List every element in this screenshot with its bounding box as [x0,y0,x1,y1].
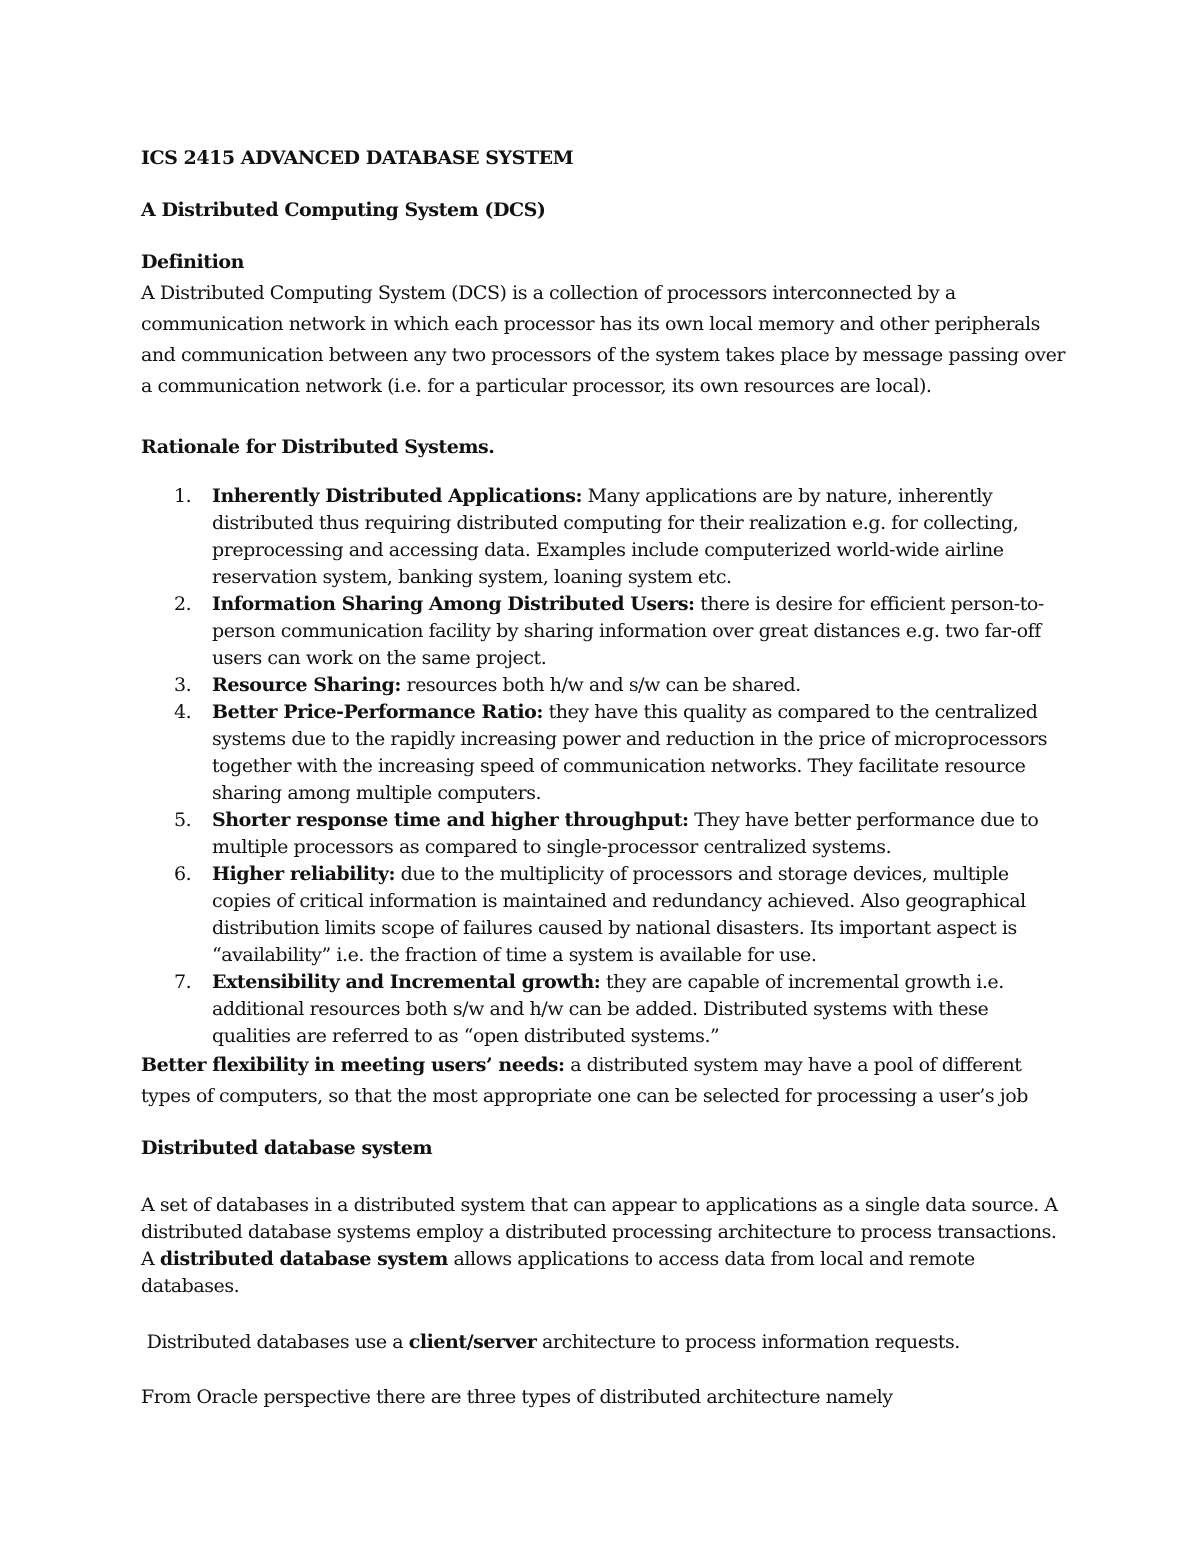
cs-text-after: architecture to process information requests. [536,1331,960,1353]
ddb-text-a: A set of databases in a distributed system that can appear to applications as a single data source. A distributed database systems employ a distributed processing architecture to process transactions. A [141,1194,1058,1270]
list-item-text: Many applications are by nature, inherently distributed thus requiring distributed computing for their realization e.g. for collecting, preprocessing and accessing data. Examples include computerized world-wide airline reservation system, banking system, loaning system etc. [212,485,1019,588]
list-item [141,483,1066,591]
cs-text-bold: client/server [408,1331,537,1353]
ddb-text-b: allows applications to access data from local and remote databases. [141,1248,975,1297]
list-item [141,672,1066,699]
list-item-term: Resource Sharing: [212,674,401,696]
list-item-term: Shorter response time and higher throughput: [212,809,689,831]
list-item-term: Higher reliability: [212,863,396,885]
list-item-number: 6. [174,863,192,885]
section-title: A Distributed Computing System (DCS) [141,199,546,221]
list-item-term: Better Price-Performance Ratio: [212,701,543,723]
list-item-text: They have better performance due to multiple processors as compared to single-processor centralized systems. [212,809,1039,858]
list-item-number: 7. [174,971,192,993]
course-title: ICS 2415 ADVANCED DATABASE SYSTEM [141,147,574,169]
list-item-number: 3. [174,674,192,696]
flexibility-paragraph [141,1050,1066,1112]
rationale-list [141,483,1066,1050]
list-item [141,861,1066,969]
list-item-term: Information Sharing Among Distributed Users: [212,593,695,615]
list-item-text: due to the multiplicity of processors and storage devices, multiple copies of critical information is maintained and redundancy achieved. Also geographical distribution limits scope of failures caused by national disasters. Its important aspect is “availability” i.e. the fraction of time a system is available for use. [212,863,1026,966]
definition-heading: Definition [141,251,244,273]
client-server-paragraph [141,1327,1066,1358]
list-item-text: they have this quality as compared to the centralized systems due to the rapidly increasing power and reduction in the price of microprocessors together with the increasing speed of communication networks. They facilitate resource sharing among multiple computers. [212,701,1048,804]
ddb-paragraph [141,1192,1066,1300]
list-item-number: 4. [174,701,192,723]
list-item-text: they are capable of incremental growth i.e. additional resources both s/w and h/w can be added. Distributed systems with these qualities are referred to as “open distributed systems.” [212,971,1004,1047]
ddb-text-bold: distributed database system [159,1248,448,1270]
list-item-term: Inherently Distributed Applications: [212,485,583,507]
document-content [141,143,1066,1413]
flexibility-text: a distributed system may have a pool of different types of computers, so that the most appropriate one can be selected for processing a user’s job [141,1054,1028,1107]
list-item [141,591,1066,672]
cs-text-before: Distributed databases use a [141,1331,409,1353]
list-item-term: Extensibility and Incremental growth: [212,971,601,993]
list-item-text: there is desire for efficient person-to-person communication facility by sharing information over great distances e.g. two far-off users can work on the same project. [212,593,1044,669]
oracle-paragraph: From Oracle perspective there are three types of distributed architecture namely [141,1386,893,1408]
list-item [141,699,1066,807]
list-item-number: 5. [174,809,192,831]
list-item [141,807,1066,861]
list-item [141,969,1066,1050]
definition-paragraph: A Distributed Computing System (DCS) is a collection of processors interconnected by a communication network in which each processor has its own local memory and other peripherals and communication between any two processors of the system takes place by message passing over a communication network (i.e. for a particular processor, its own resources are local). [141,282,1066,397]
ddb-heading: Distributed database system [141,1137,433,1159]
rationale-heading: Rationale for Distributed Systems. [141,436,495,458]
list-item-number: 2. [174,593,192,615]
list-item-text: resources both h/w and s/w can be shared. [400,674,801,696]
flexibility-term: Better flexibility in meeting users’ needs: [141,1054,565,1076]
list-item-number: 1. [174,485,192,507]
